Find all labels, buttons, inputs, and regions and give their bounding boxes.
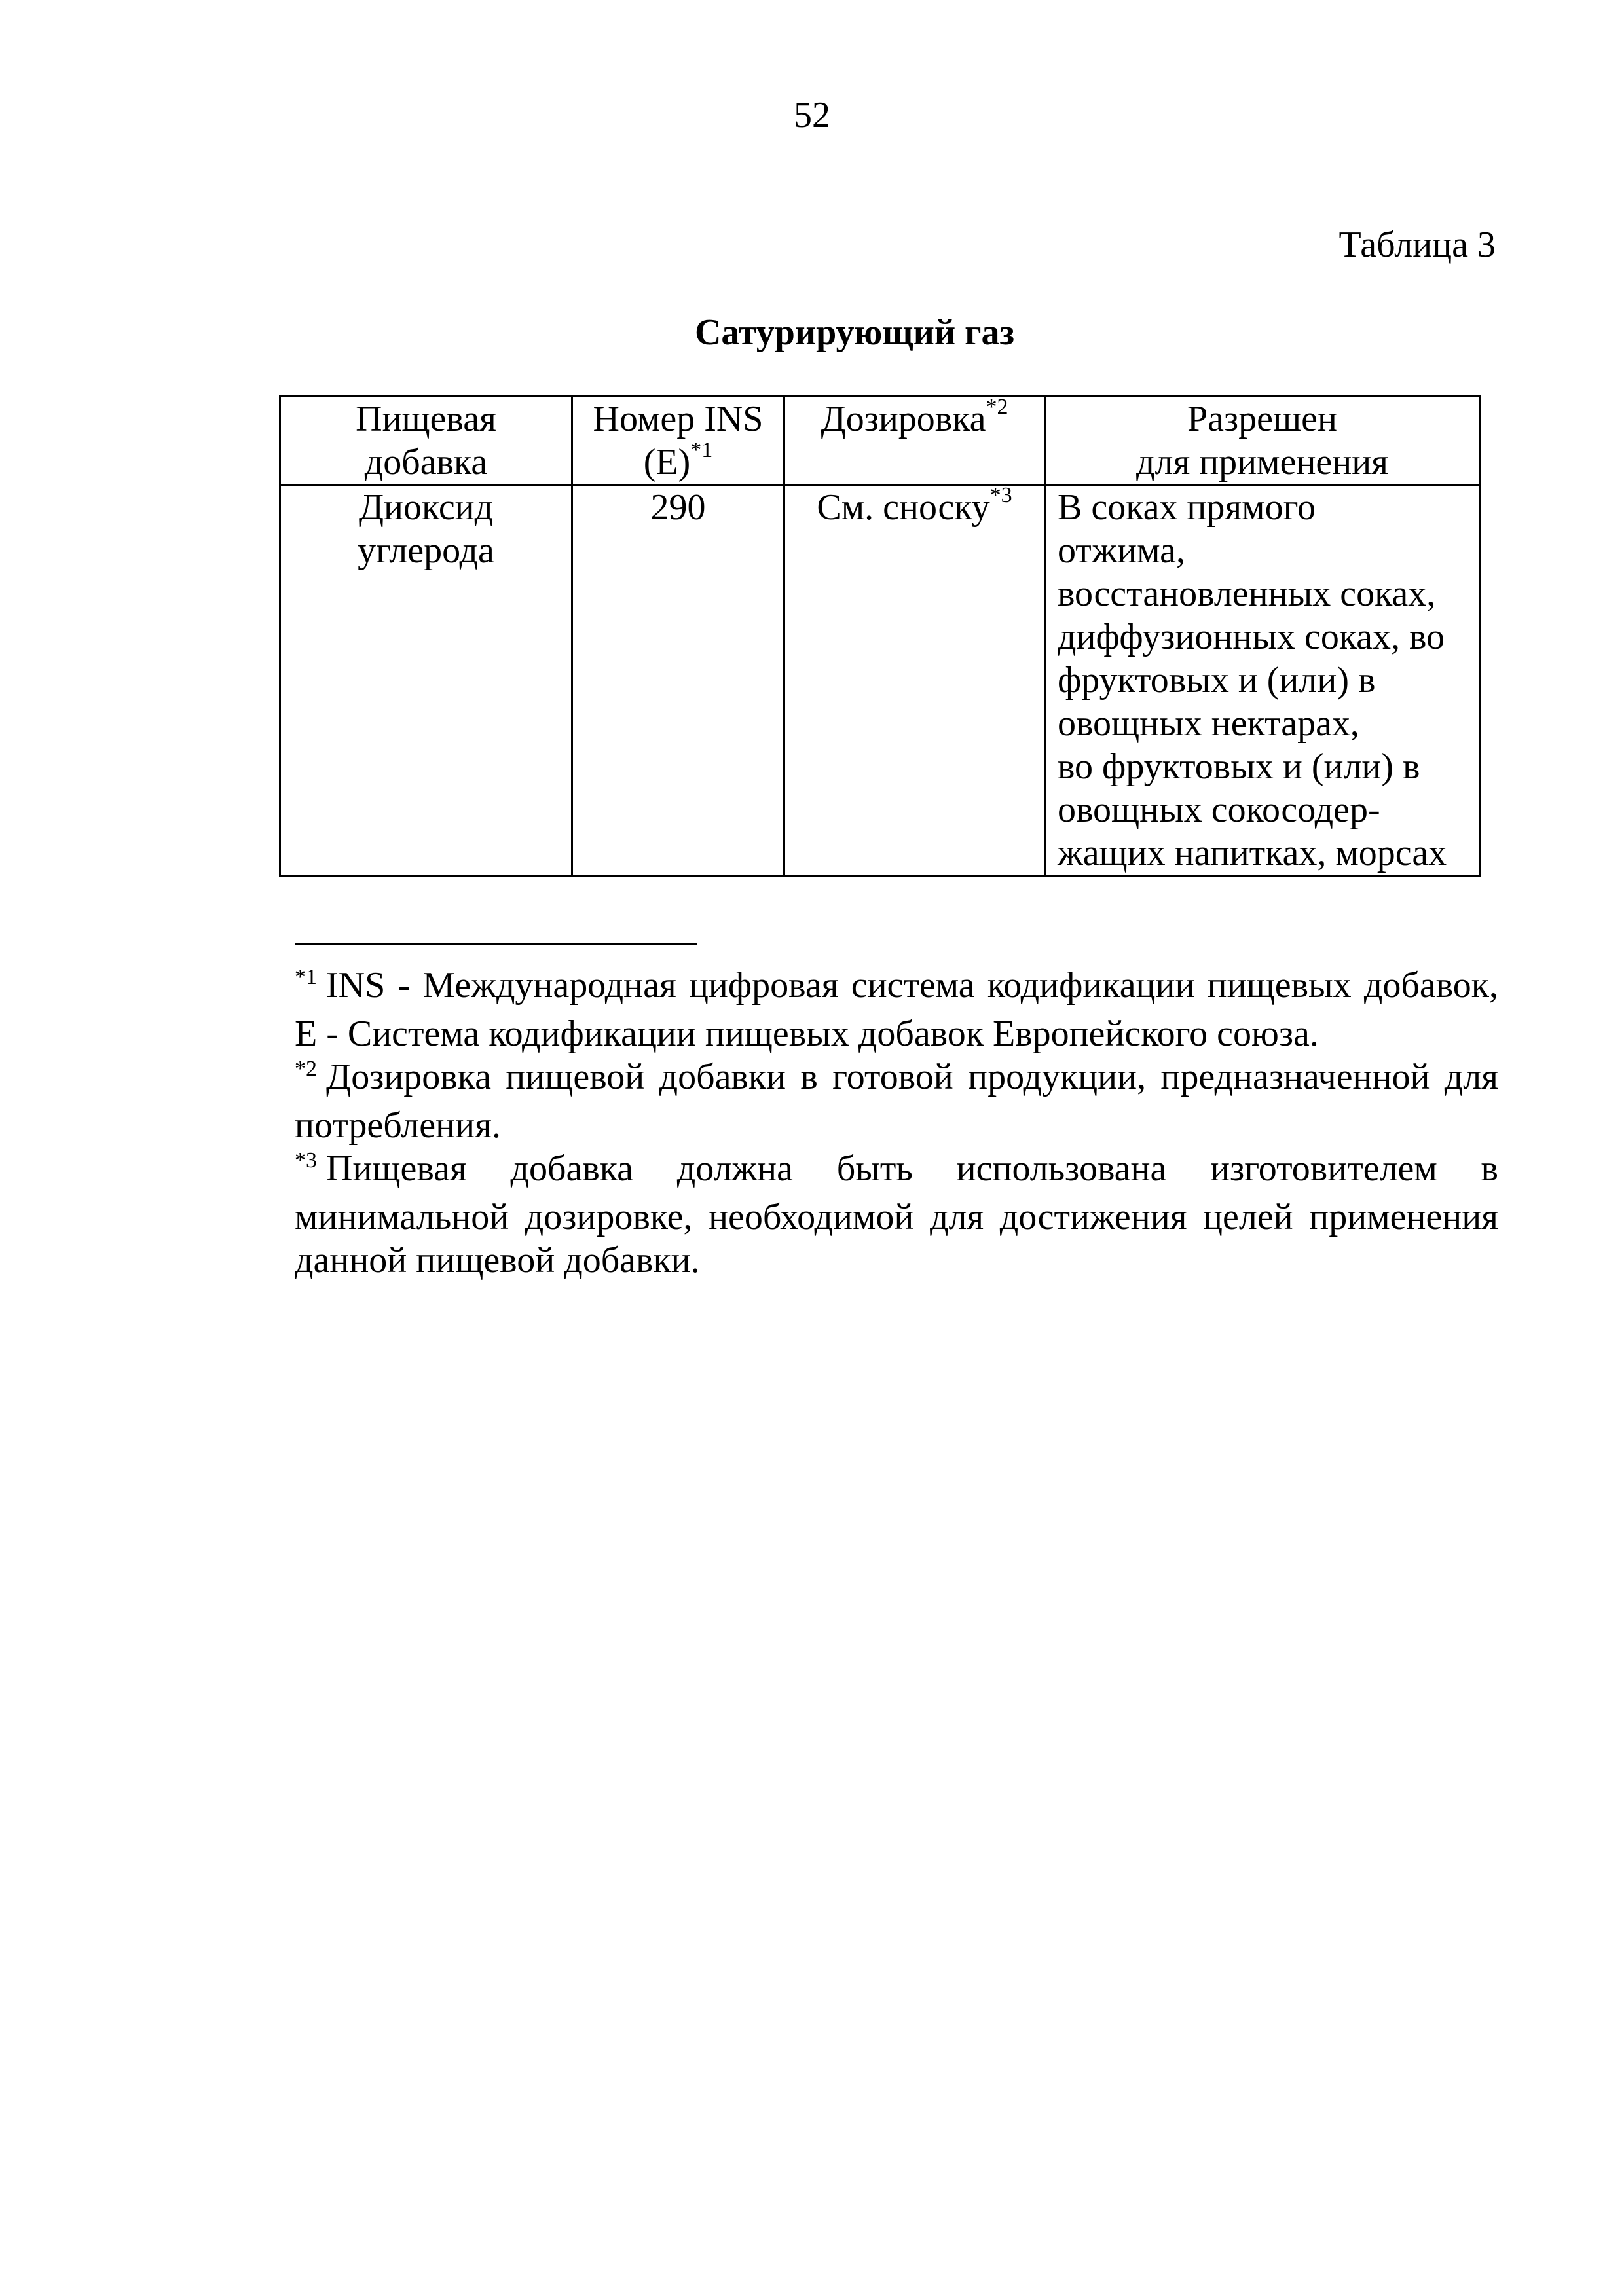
footnotes (295, 964, 1498, 1282)
cell-permitted-line-4: диффузионных соках, во (1058, 617, 1445, 657)
header-ins-line-2 (585, 438, 771, 484)
footnote-1-mark: *1 (295, 965, 317, 989)
header-dosage-text: Дозировка (821, 399, 986, 439)
cell-permitted (1045, 485, 1480, 876)
cell-additive (280, 485, 572, 876)
header-permitted-line-1: Разрешен (1187, 399, 1337, 439)
footnote-2-mark: *2 (295, 1057, 317, 1081)
footnote-2 (295, 1055, 1498, 1147)
header-ins-line-1: Номер INS (593, 399, 764, 439)
table-header-row (280, 397, 1480, 485)
table-row (280, 485, 1480, 876)
header-ins-text: (E) (643, 442, 691, 483)
cell-dosage-footnote-ref: *3 (989, 483, 1012, 508)
table-title: Сатурирующий газ (694, 312, 1015, 353)
header-dosage-line (797, 397, 1032, 441)
cell-dosage-text: См. сноску (817, 487, 990, 528)
additives-table (279, 395, 1481, 877)
cell-permitted-line-9: жащих напитках, морсах (1058, 833, 1447, 873)
cell-permitted-line-6: овощных нектарах, (1058, 703, 1359, 744)
footnote-2-text: Дозировка пищевой добавки в готовой продукции, предназначенной для потребления. (295, 1057, 1498, 1146)
header-ins-footnote-ref: *1 (690, 438, 713, 463)
page-number: 52 (794, 95, 830, 136)
header-dosage (784, 397, 1045, 485)
cell-permitted-line-7: во фруктовых и (или) в (1058, 746, 1420, 787)
header-permitted (1045, 397, 1480, 485)
footnote-1-text: INS - Международная цифровая система кодификации пищевых добавок, E - Система кодификации пищевых добавок Европейского союза. (295, 965, 1498, 1054)
header-additive-line-1: Пищевая (356, 399, 496, 439)
footnote-1 (295, 964, 1498, 1055)
header-permitted-line-2: для применения (1136, 442, 1388, 483)
header-ins-number (572, 397, 784, 485)
cell-ins-number: 290 (572, 485, 784, 876)
footnote-3 (295, 1147, 1498, 1282)
footnote-separator (295, 943, 697, 945)
cell-dosage (784, 485, 1045, 876)
table-label: Таблица 3 (1338, 225, 1496, 265)
cell-additive-line-2: углерода (358, 530, 494, 571)
header-additive-line-2: добавка (364, 442, 488, 483)
cell-permitted-line-3: восстановленных соках, (1058, 574, 1436, 614)
header-dosage-footnote-ref: *2 (986, 395, 1008, 420)
cell-additive-line-1: Диоксид (358, 487, 494, 528)
footnote-3-text: Пищевая добавка должна быть использована изготовителем в минимальной дозировке, необходимой для достижения целей применения данной пищевой добавки. (295, 1148, 1498, 1281)
cell-permitted-line-5: фруктовых и (или) в (1058, 660, 1376, 701)
cell-permitted-line-1: В соках прямого (1058, 487, 1316, 528)
header-additive (280, 397, 572, 485)
cell-permitted-line-8: овощных сокосодер- (1058, 790, 1380, 830)
footnote-3-mark: *3 (295, 1148, 317, 1173)
cell-permitted-line-2: отжима, (1058, 530, 1185, 571)
